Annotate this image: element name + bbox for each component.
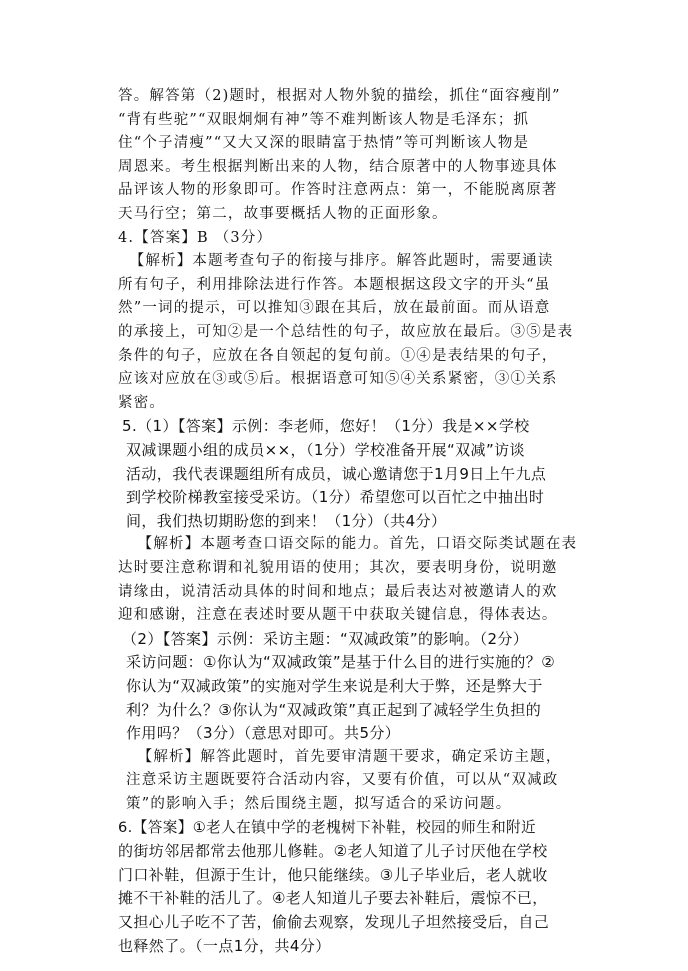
text-line: 天马行空；第二，故事要概括人物的正面形象。 (118, 206, 448, 222)
text-line: 紧密。 (118, 394, 166, 411)
text-line: 又担心儿子吃不了苦，偷偷去观察，发现儿子坦然接受后，自己 (118, 913, 550, 931)
text-line: 然”一词的提示，可以推知③跟在其后，放在最前面。而从语意 (118, 300, 551, 317)
text-line: 条件的句子，应放在各自领起的复句前。①④是表结果的句子， (118, 347, 558, 364)
text-line: 摊不干补鞋的活儿了。④老人知道儿子要去补鞋后，震惊不已， (118, 889, 548, 908)
text-line: 【解析】解答此题时，首先要审清题干要求，确定采访主题， (126, 748, 562, 765)
text-line: 的街坊邻居都常去他那儿修鞋。②老人知道了儿子讨厌他在学校 (118, 842, 548, 861)
text-line: 注意采访主题既要符合活动内容，又要有价值，可以从“双减政 (126, 772, 559, 789)
text-line: 采访问题：①你认为“双减政策”是基于什么目的进行实施的？② (126, 653, 556, 672)
text-line: 作用吗？（3分）（意思对即可。共5分） (126, 724, 401, 743)
answer-6-heading: 6.【答案】①老人在镇中学的老槐树下补鞋，校园的师生和附近 (118, 818, 537, 836)
answer-5-heading: 5.（1）【答案】示例：李老师，您好！（1分）我是××学校 (122, 417, 530, 436)
text-line: 周恩来。考生根据判断出来的人物，结合原著中的人物事迹具体 (118, 158, 558, 175)
text-line: 到学校阶梯教室接受采访。（1分）希望您可以百忙之中抽出时 (126, 488, 545, 507)
text-line: 应该对应放在③或⑤后。根据语意可知⑤④关系紧密，③①关系 (118, 371, 558, 388)
text-line: 利？为什么？③你认为“双减政策”真正起到了减轻学生负担的 (126, 700, 542, 719)
answer-4-heading: 4.【答案】B （3分） (118, 229, 273, 246)
text-line: 门口补鞋，但源于生计，他只能继续。③儿子毕业后，老人就收 (118, 865, 548, 884)
text-line: 也释然了。（一点1分，共4分） (118, 936, 331, 955)
text-line: 请缘由，说清活动具体的时间和地点；最后表达对被邀请人的欢 (118, 583, 558, 600)
text-line: 迎和感谢，注意在表述时要从题干中获取关键信息，得体表达。 (118, 607, 558, 624)
text-line: “背有些驼”“双眼炯炯有神”等不难判断该人物是毛泽东；抓 (118, 111, 530, 128)
text-line: 品评该人物的形象即可。作答时注意两点：第一，不能脱离原著 (118, 182, 558, 199)
text-line: 双减课题小组的成员××，（1分）学校准备开展“双减”访谈 (126, 441, 525, 459)
text-line: 住“个子清瘦”“又大又深的眼睛富于热情”等可判断该人物是 (118, 135, 530, 152)
text-line: 的承接上，可知②是一个总结性的句子，故应放在最后。③⑤是表 (118, 324, 574, 340)
text-line: 所有句子，利用排除法进行作答。本题根据这段文字的开头“虽 (118, 276, 551, 293)
text-line: 活动，我代表课题组所有成员，诚心邀请您于1月9日上午九点 (126, 464, 547, 483)
text-line: 间，我们热切期盼您的到来！（1分）（共4分） (126, 511, 447, 530)
text-line: 你认为“双减政策”的实施对学生来说是利大于弊，还是弊大于 (126, 677, 543, 695)
text-line: 答。解答第（2)题时，根据对人物外貌的描绘，抓住“面容瘦削” (118, 88, 561, 104)
text-line: 【解析】本题考查句子的衔接与排序。解答此题时，需要通读 (118, 253, 554, 270)
text-line: 达时要注意称谓和礼貌用语的使用；其次，要表明身份，说明邀 (118, 560, 558, 576)
text-line: （2）【答案】示例：采访主题：“双减政策”的影响。（2分） (122, 629, 529, 648)
text-line: 【解析】本题考查口语交际的能力。首先，口语交际类试题在表 (126, 536, 578, 553)
text-line: 策”的影响入手；然后围绕主题，拟写适合的采访问题。 (126, 796, 512, 812)
